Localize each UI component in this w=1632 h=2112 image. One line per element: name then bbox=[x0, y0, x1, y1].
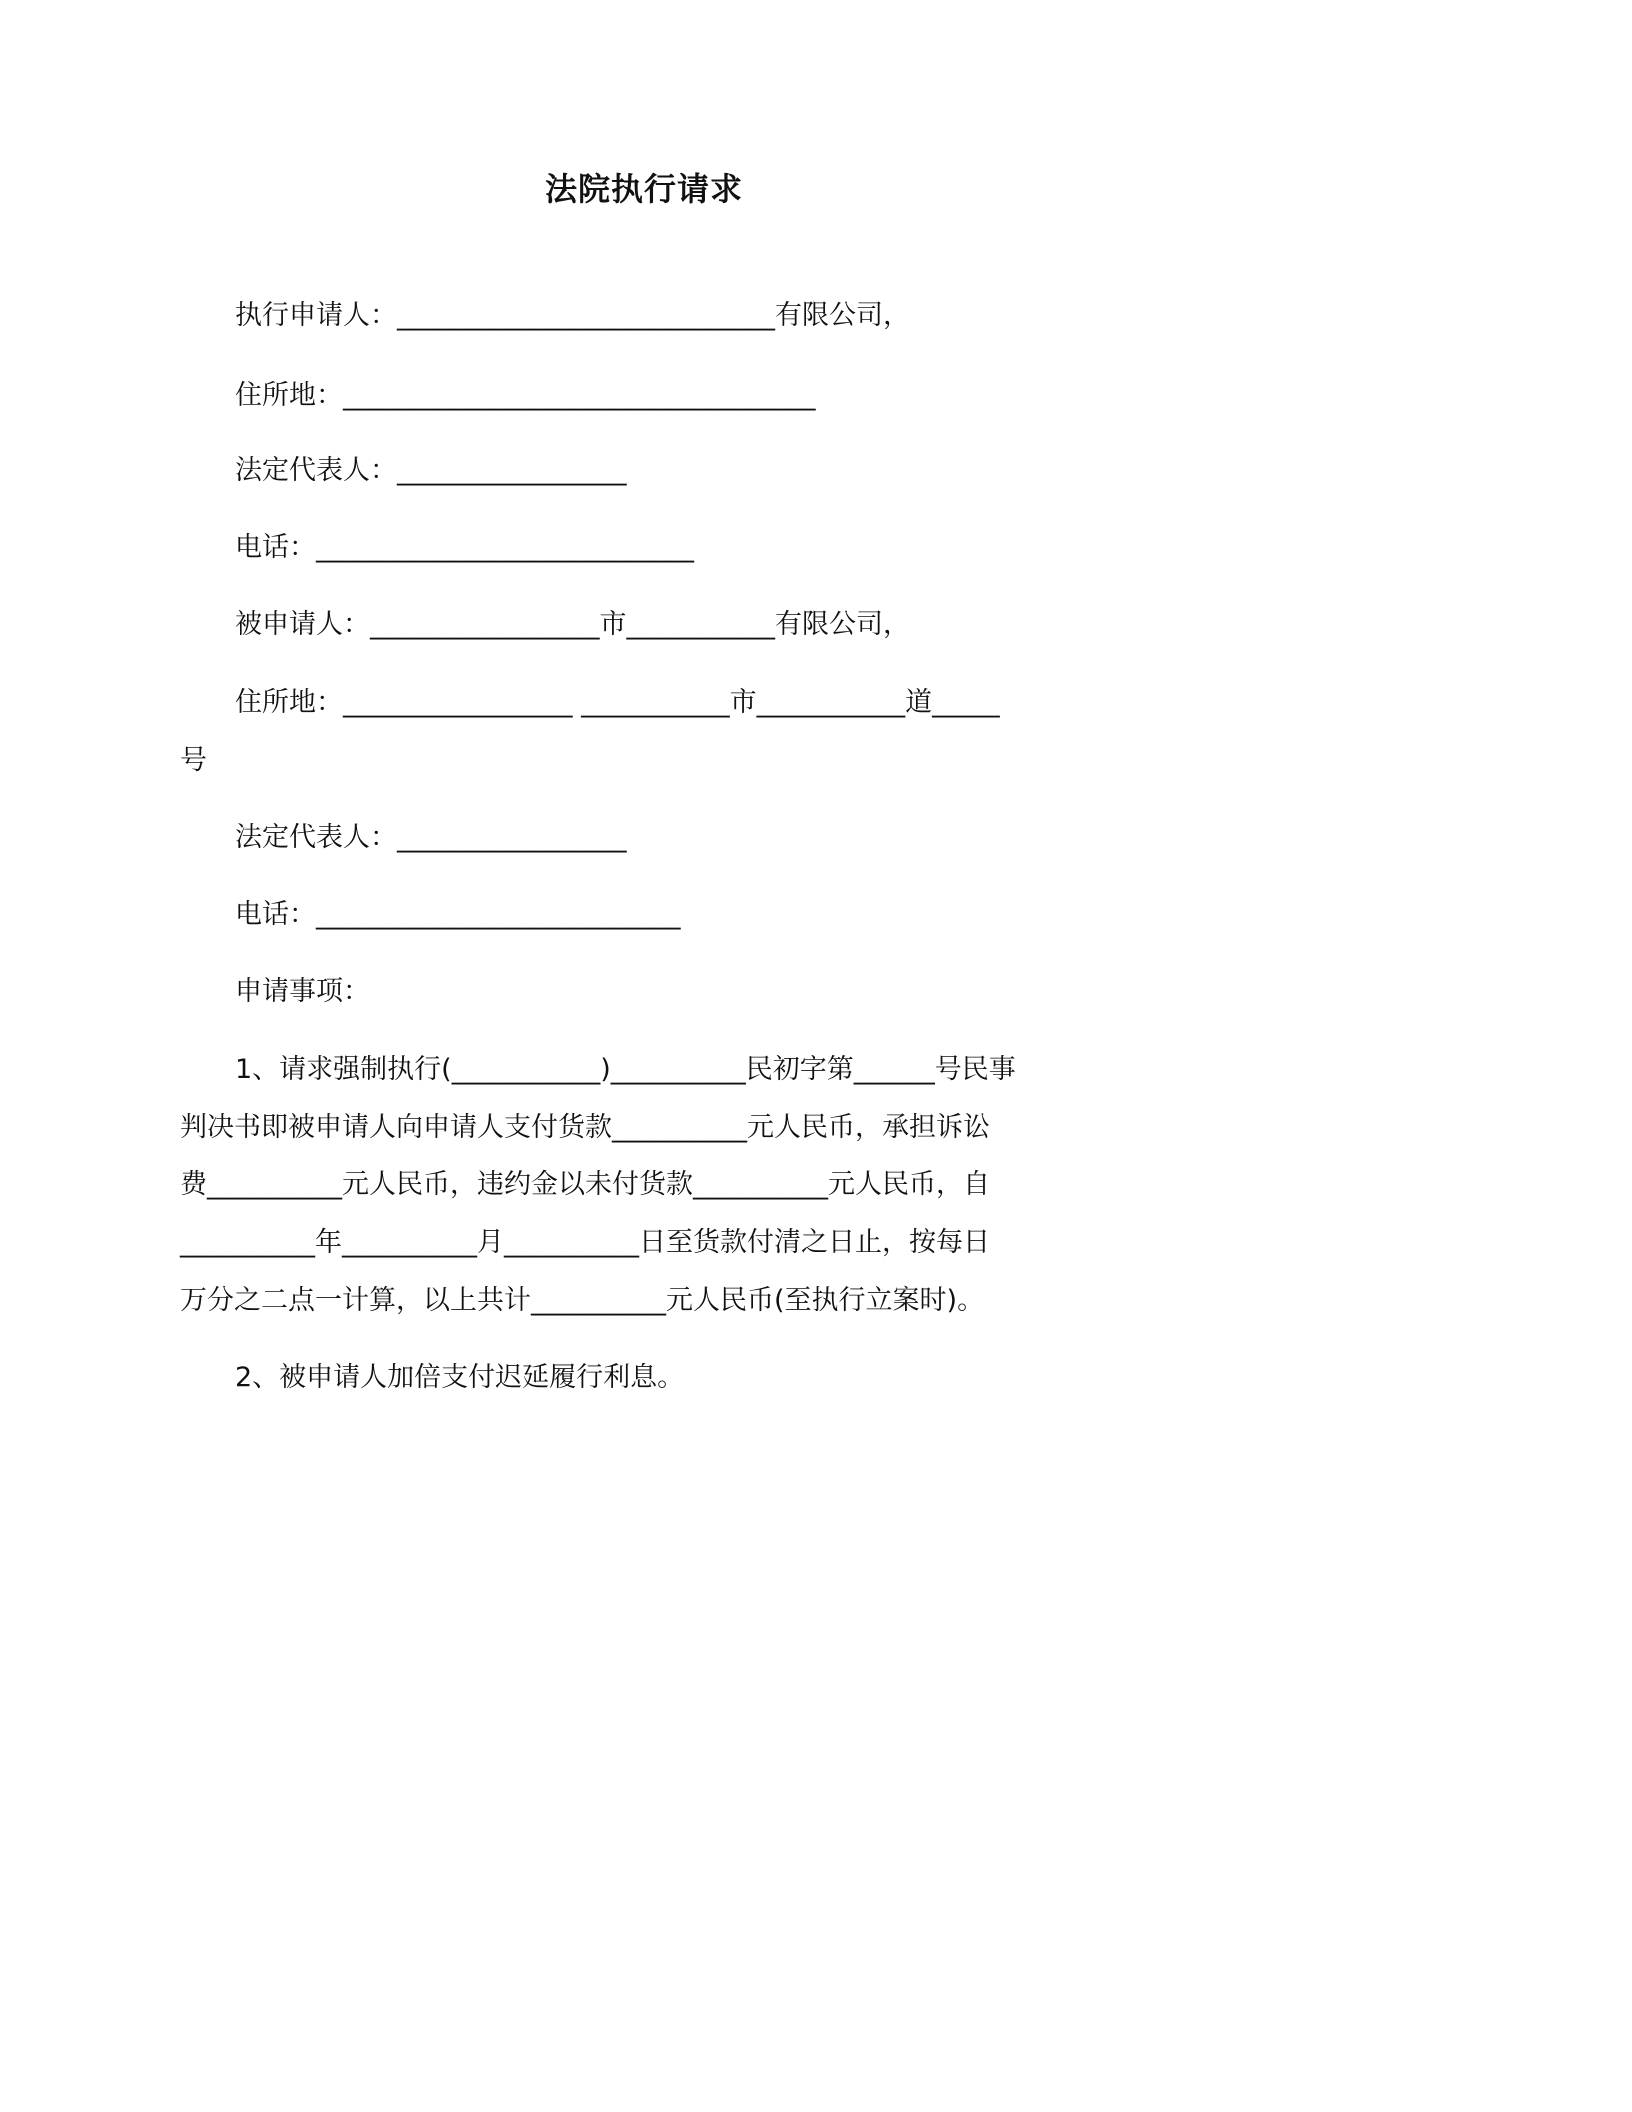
respondent-address-line: 住所地：_________________ ___________市___________道_____ bbox=[235, 687, 1000, 718]
item-1-line-5: 万分之二点一计算，以上共计__________元人民币(至执行立案时)。 bbox=[180, 1285, 985, 1316]
respondent-legal-rep-line: 法定代表人：_________________ bbox=[235, 822, 627, 853]
applicant-name-line: 执行申请人：____________________________有限公司， bbox=[235, 300, 910, 331]
respondent-address-continuation: 号 bbox=[180, 745, 207, 776]
document-title: 法院执行请求 bbox=[544, 170, 743, 208]
item-1-line-4: __________年__________月__________日至货款付清之日止，按每日 bbox=[180, 1227, 990, 1258]
applicant-address-line: 住所地：___________________________________ bbox=[235, 380, 816, 411]
item-2-line: 2、被申请人加倍支付迟延履行利息。 bbox=[235, 1362, 685, 1393]
item-1-line-1: 1、请求强制执行(___________)__________民初字第______号民事 bbox=[235, 1054, 1016, 1085]
item-1-line-2: 判决书即被申请人向申请人支付货款__________元人民币，承担诉讼 bbox=[180, 1112, 990, 1143]
item-1-line-3: 费__________元人民币，违约金以未付货款__________元人民币，自 bbox=[180, 1169, 990, 1200]
respondent-name-line: 被申请人：_________________市___________有限公司， bbox=[235, 609, 910, 640]
applicant-phone-line: 电话：____________________________ bbox=[235, 532, 694, 563]
application-items-heading: 申请事项： bbox=[235, 976, 370, 1007]
respondent-phone-line: 电话：___________________________ bbox=[235, 899, 681, 930]
applicant-legal-rep-line: 法定代表人：_________________ bbox=[235, 455, 627, 486]
